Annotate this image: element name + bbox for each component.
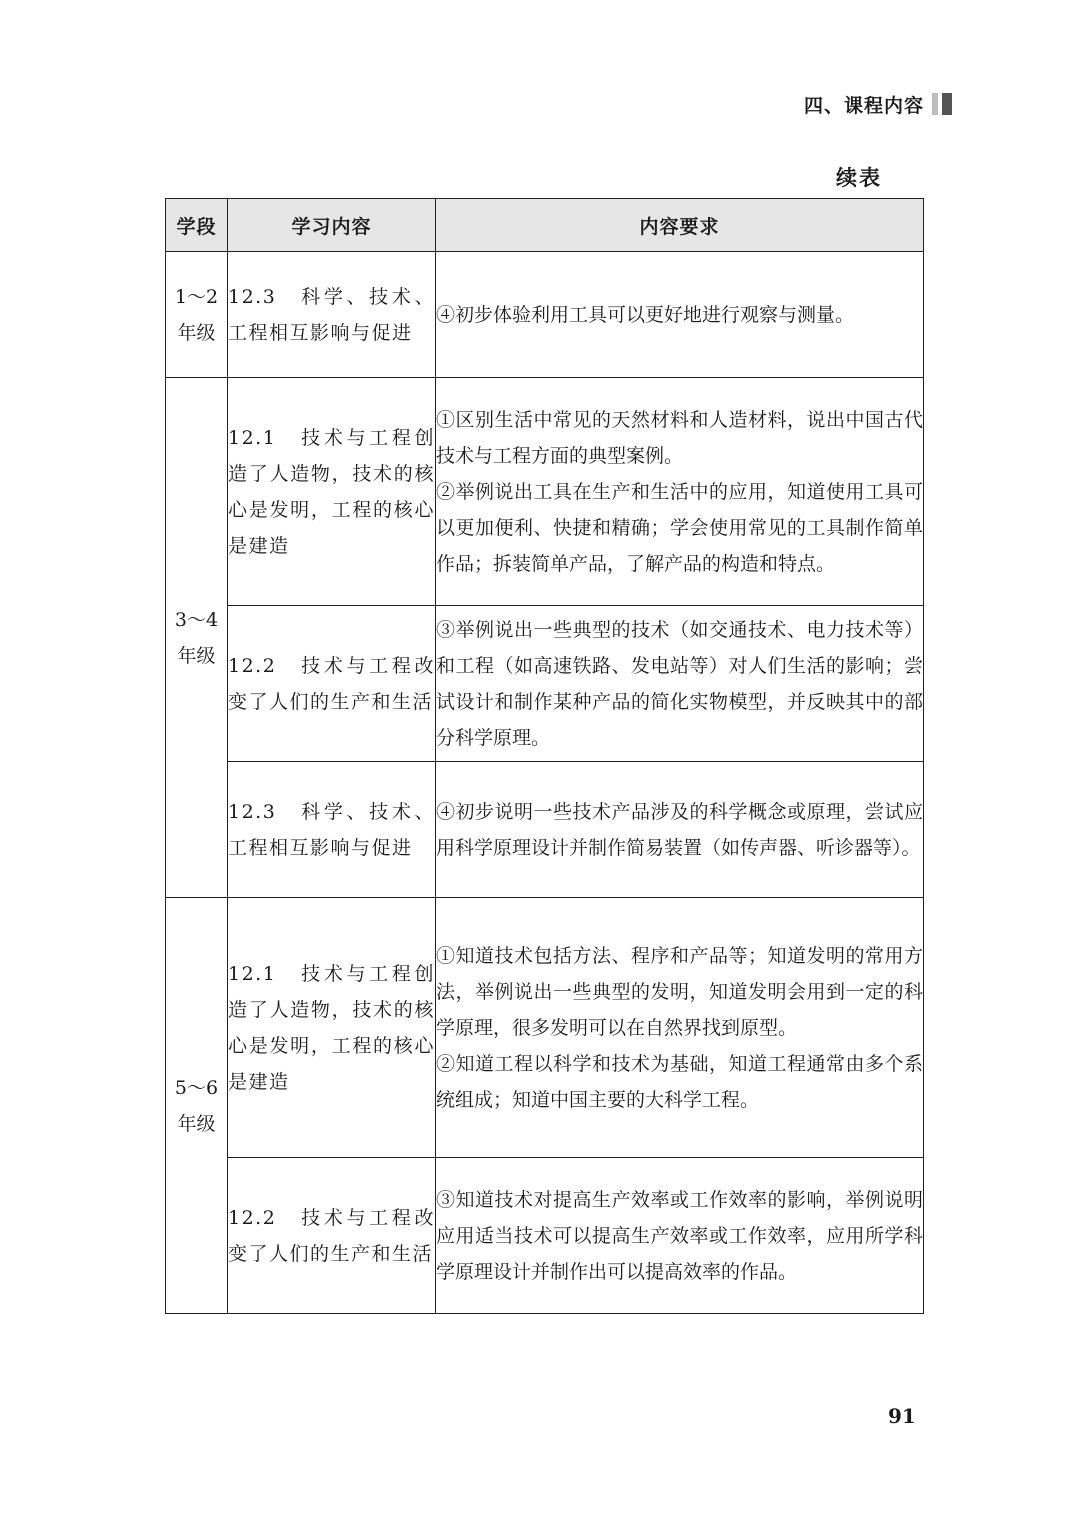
table-row bbox=[166, 762, 924, 898]
requirements-cell bbox=[436, 252, 924, 378]
continued-label: 续表 bbox=[836, 166, 882, 190]
topic-cell: 12.1 技术与工程创造了人造物，技术的核心是发明，工程的核心是建造 bbox=[228, 378, 436, 606]
requirements-cell bbox=[436, 1158, 924, 1314]
running-header bbox=[804, 90, 952, 118]
header-bar-dark bbox=[942, 93, 952, 115]
requirement-item: ③举例说出一些典型的技术（如交通技术、电力技术等）和工程（如高速铁路、发电站等）对人们生活的影响；尝试设计和制作某种产品的简化实物模型，并反映其中的部分科学原理。 bbox=[436, 618, 923, 749]
requirement-item: ①知道技术包括方法、程序和产品等；知道发明的常用方法，举例说出一些典型的发明，知道发明会用到一定的科学原理，很多发明可以在自然界找到原型。 bbox=[436, 944, 923, 1039]
section-title: 四、课程内容 bbox=[803, 94, 924, 117]
page-number: 91 bbox=[888, 1404, 916, 1428]
stage-cell bbox=[166, 898, 228, 1314]
requirement-item: ②举例说出工具在生产和生活中的应用，知道使用工具可以更加便利、快捷和精确；学会使用常见的工具制作简单作品；拆装简单产品，了解产品的构造和特点。 bbox=[436, 480, 923, 575]
header-topic: 学习内容 bbox=[228, 199, 436, 252]
stage-cell bbox=[166, 378, 228, 898]
table-row bbox=[166, 898, 924, 1158]
curriculum-table bbox=[165, 198, 924, 1314]
requirements-cell bbox=[436, 606, 924, 762]
topic-cell: 12.3 科学、技术、工程相互影响与促进 bbox=[228, 252, 436, 378]
stage-label: 1～2 年级 bbox=[174, 285, 219, 344]
header-bar-light bbox=[932, 93, 938, 115]
table-row bbox=[166, 606, 924, 762]
table-header-row bbox=[166, 199, 924, 252]
requirements-cell bbox=[436, 378, 924, 606]
topic-cell: 12.1 技术与工程创造了人造物，技术的核心是发明，工程的核心是建造 bbox=[228, 898, 436, 1158]
header-requirements: 内容要求 bbox=[436, 199, 924, 252]
table-row bbox=[166, 1158, 924, 1314]
header-stage: 学段 bbox=[166, 199, 228, 252]
stage-label: 3～4 年级 bbox=[174, 608, 219, 667]
requirement-item: ④初步说明一些技术产品涉及的科学概念或原理，尝试应用科学原理设计并制作简易装置（如传声器、听诊器等）。 bbox=[436, 800, 923, 859]
requirement-item: ④初步体验利用工具可以更好地进行观察与测量。 bbox=[436, 303, 855, 326]
requirements-cell bbox=[436, 762, 924, 898]
requirements-cell bbox=[436, 898, 924, 1158]
requirement-item: ①区别生活中常见的天然材料和人造材料，说出中国古代技术与工程方面的典型案例。 bbox=[436, 408, 923, 467]
table-row bbox=[166, 378, 924, 606]
topic-cell: 12.2 技术与工程改变了人们的生产和生活 bbox=[228, 606, 436, 762]
stage-label: 5～6 年级 bbox=[174, 1076, 219, 1135]
requirement-item: ③知道技术对提高生产效率或工作效率的影响，举例说明应用适当技术可以提高生产效率或工作效率，应用所学科学原理设计并制作出可以提高效率的作品。 bbox=[436, 1188, 923, 1283]
requirement-item: ②知道工程以科学和技术为基础，知道工程通常由多个系统组成；知道中国主要的大科学工程。 bbox=[436, 1052, 923, 1111]
topic-cell: 12.3 科学、技术、工程相互影响与促进 bbox=[228, 762, 436, 898]
stage-cell bbox=[166, 252, 228, 378]
table-row bbox=[166, 252, 924, 378]
topic-cell: 12.2 技术与工程改变了人们的生产和生活 bbox=[228, 1158, 436, 1314]
